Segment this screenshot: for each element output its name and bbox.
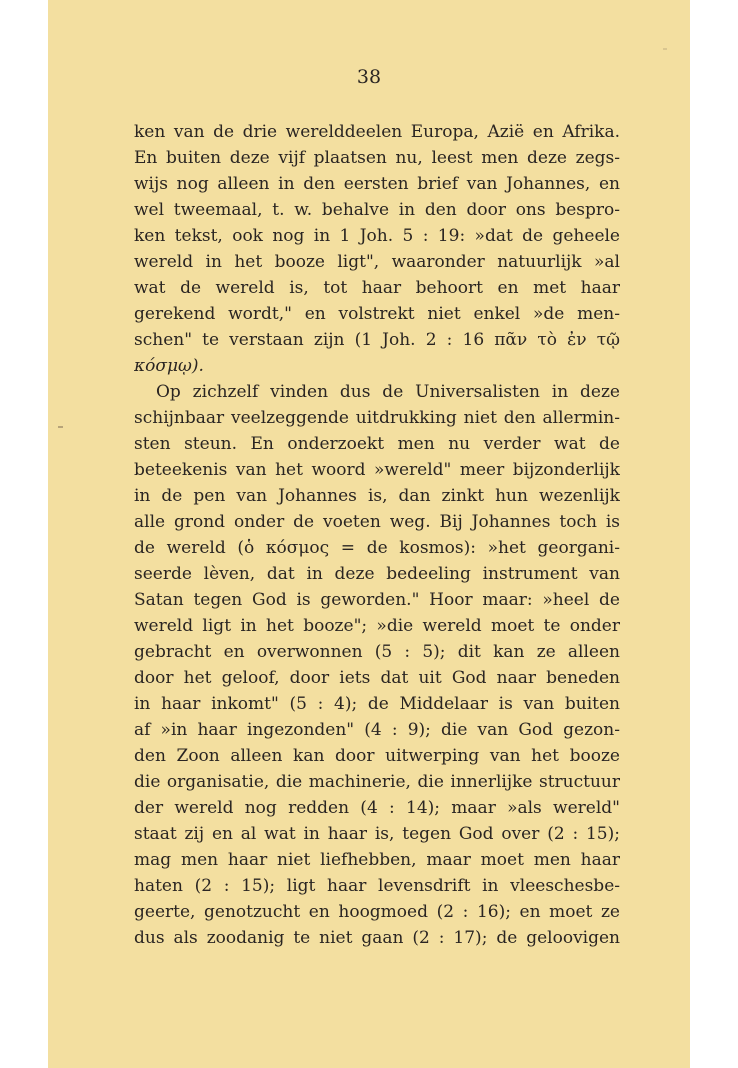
text-line: Satan tegen God is geworden." Hoor maar: »heel de bbox=[134, 590, 620, 610]
text-line: beteekenis van het woord »wereld" meer bijzonderlijk bbox=[134, 460, 620, 480]
text-line: haten (2 : 15); ligt haar levensdrift in vleeschesbe- bbox=[134, 876, 620, 896]
text-line: ken van de drie werelddeelen Europa, Azië en Afrika. bbox=[134, 122, 620, 142]
text-line: in de pen van Johannes is, dan zinkt hun wezenlijk bbox=[134, 486, 620, 506]
text-line: wereld ligt in het booze"; »die wereld moet te onder bbox=[134, 616, 620, 636]
text-line: staat zij en al wat in haar is, tegen God over (2 : 15); bbox=[134, 824, 620, 844]
text-line: der wereld nog redden (4 : 14); maar »als wereld" bbox=[134, 798, 620, 818]
text-line: alle grond onder de voeten weg. Bij Johannes toch is bbox=[134, 512, 620, 532]
text-line: door het geloof, door iets dat uit God naar beneden bbox=[134, 668, 620, 688]
text-line: wel tweemaal, t. w. behalve in den door ons bespro- bbox=[134, 200, 620, 220]
text-line: dus als zoodanig te niet gaan (2 : 17); de geloovigen bbox=[134, 928, 620, 948]
text-line: mag men haar niet liefhebben, maar moet men haar bbox=[134, 850, 620, 870]
text-line: gerekend wordt," en volstrekt niet enkel »de men- bbox=[134, 304, 620, 324]
margin-speck bbox=[58, 426, 63, 428]
page-number: 38 bbox=[356, 66, 382, 88]
book-page bbox=[48, 0, 690, 1068]
text-line: die organisatie, die machinerie, die innerlijke structuur bbox=[134, 772, 620, 792]
margin-speck bbox=[663, 48, 667, 50]
text-line: geerte, genotzucht en hoogmoed (2 : 16); en moet ze bbox=[134, 902, 620, 922]
text-line: En buiten deze vijf plaatsen nu, leest men deze zegs- bbox=[134, 148, 620, 168]
text-line: wat de wereld is, tot haar behoort en met haar bbox=[134, 278, 620, 298]
text-line: schijnbaar veelzeggende uitdrukking niet den allermin- bbox=[134, 408, 620, 428]
text-line: in haar inkomt" (5 : 4); de Middelaar is van buiten bbox=[134, 694, 620, 714]
text-line: κόσμῳ). bbox=[134, 356, 204, 376]
paragraph-start-line: Op zichzelf vinden dus de Universalisten in deze bbox=[156, 382, 620, 402]
text-line: sten steun. En onderzoekt men nu verder wat de bbox=[134, 434, 620, 454]
text-line: de wereld (ὁ κόσμος = de kosmos): »het georgani- bbox=[134, 538, 620, 558]
text-line: wereld in het booze ligt", waaronder natuurlijk »al bbox=[134, 252, 620, 272]
body-text bbox=[134, 119, 620, 951]
text-line: wijs nog alleen in den eersten brief van Johannes, en bbox=[134, 174, 620, 194]
text-line: den Zoon alleen kan door uitwerping van het booze bbox=[134, 746, 620, 766]
text-line: ken tekst, ook nog in 1 Joh. 5 : 19: »dat de geheele bbox=[134, 226, 620, 246]
text-line: gebracht en overwonnen (5 : 5); dit kan ze alleen bbox=[134, 642, 620, 662]
text-line: af »in haar ingezonden" (4 : 9); die van God gezon- bbox=[134, 720, 620, 740]
text-line: seerde lèven, dat in deze bedeeling instrument van bbox=[134, 564, 620, 584]
text-line: schen" te verstaan zijn (1 Joh. 2 : 16 πᾶν τὸ ἐν τῷ bbox=[134, 330, 620, 350]
